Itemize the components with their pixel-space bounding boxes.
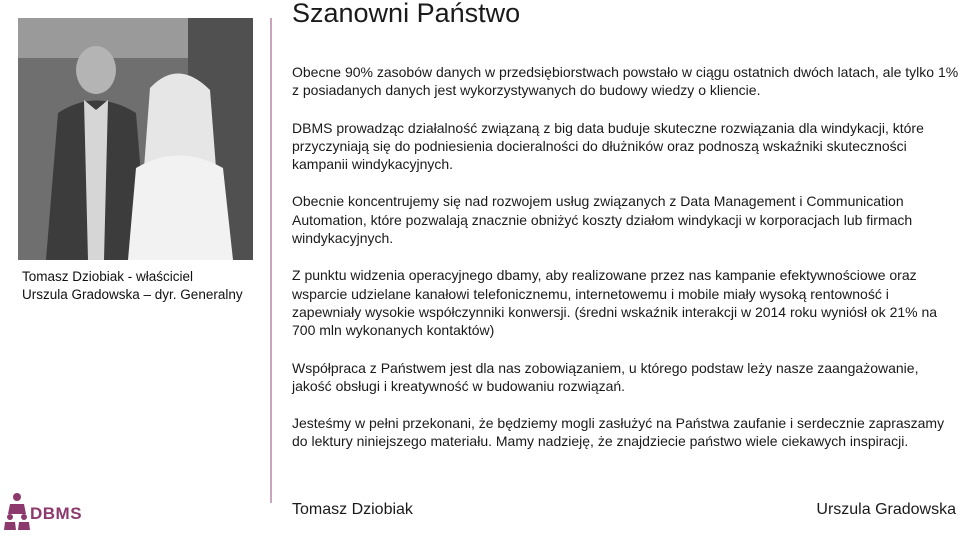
paragraph-operations [292,266,960,339]
text-segment: z posiadanych danych jest wykorzystywanych do budowy wiedzy o kliencie. [292,82,761,99]
paragraph-closing [292,414,960,451]
highlight-1-percent: 1% [937,64,959,80]
text-segment: zasobów danych w przedsiębiorstwach powstało w ciągu ostatnich dwóch latach, ale tylko [372,64,938,80]
page-title: Szanowni Państwo [292,0,521,28]
paragraph-cooperation [292,359,960,396]
text-segment: , [914,359,919,376]
paragraph-focus [292,192,960,247]
logo-text: DBMS [30,504,83,523]
paragraph-dbms-intro: DBMS prowadząc działalność związaną z big data buduje skuteczne rozwiązania dla windykacji, które przyczyniają się do podniesienia docieralności do dłużników oraz podnoszą wskaźniki skuteczności kampanii windykacyjnych. [292,119,924,173]
text-segment: i serdecznie zapraszamy do lektury niniejszego materiału. Mamy nadzieję, że znajdziecie państwo wiele ciekawych inspiracji. [292,415,945,450]
text-segment: Jesteśmy w pełni przekonani, że będziemy mogli zasłużyć na Państwa [292,415,734,432]
highlight-interaction-rate: średni wskaźnik interakcji w 2014 roku wyniósł ok 21% na 700 mln wykonanych kontaktów) [292,303,938,339]
text-segment: i [379,377,391,394]
highlight-engagement: zaangażowanie [817,359,915,376]
paragraph-data-stats [292,63,960,100]
founders-photo-illustration [18,18,253,260]
text-segment: Obecne [292,64,345,80]
signature-right: Urszula Gradowska [816,501,956,518]
vertical-divider [270,18,272,503]
text-segment: Z punktu widzenia operacyjnego dbamy, aby realizowane przez nas kampanie efektywnościowe oraz wsparcie udzielane kanałowi telefonicznemu, internetowemu i mobile miały wysoką rentowność i zapewniały wysokie współczynniki konwersji. ( [292,267,917,320]
highlight-creativity: kreatywność [390,377,469,394]
text-segment: które pozwalają znacznie obniżyć koszty działom windykacji w korporacjach lub firmach windykacyjnych. [292,211,913,247]
letter-body [292,63,960,470]
highlight-service-quality: jakość obsługi [292,377,380,394]
dbms-logo [4,492,94,532]
photo-caption [22,268,262,304]
highlight-commitment: zobowiązaniem [524,359,622,376]
text-segment: Współpraca z Państwem jest dla nas [292,359,525,376]
highlight-trust: zaufanie [733,415,787,432]
text-segment: Obecnie koncentrujemy się nad rozwojem usług związanych z [292,193,681,210]
founders-photo [18,18,253,260]
text-segment: , u którego podstaw leży nasze [621,359,818,376]
text-segment: w budowaniu rozwiązań. [468,377,626,394]
signature-left: Tomasz Dziobiak [292,501,413,518]
caption-owner: Tomasz Dziobiak - właściciel [22,269,194,284]
dbms-figures-icon [4,492,30,532]
highlight-90-percent: 90% [344,64,373,80]
highlight-data-management: Data Management i Communication Automation, [292,193,904,228]
caption-director: Urszula Gradowska – dyr. Generalny [22,287,243,302]
